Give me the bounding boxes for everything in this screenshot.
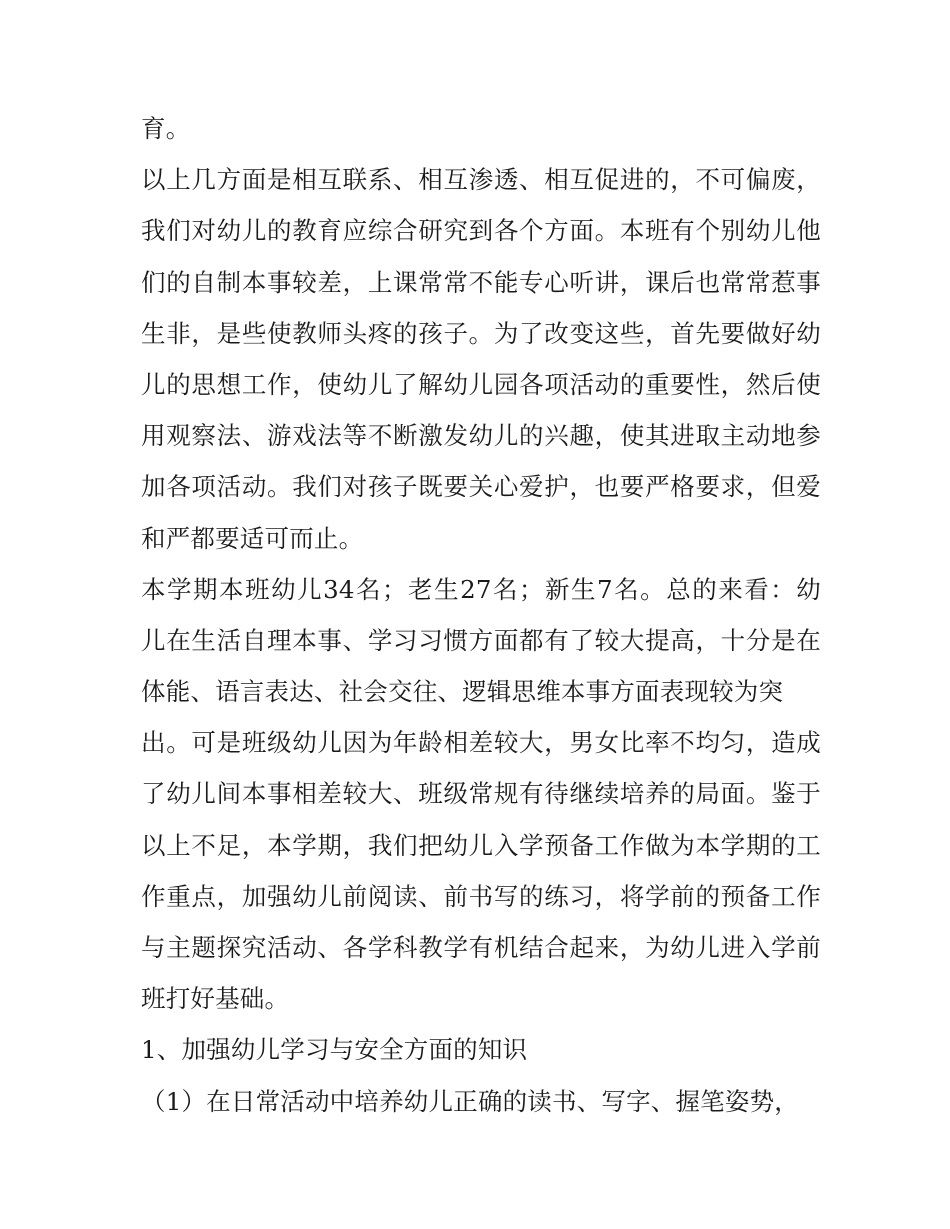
text-line: 我们对幼儿的教育应综合研究到各个方面。本班有个别幼儿他 <box>141 216 821 246</box>
text-line: 们的自制本事较差，上课常常不能专心听讲，课后也常常惹事 <box>141 267 821 297</box>
text-line: 用观察法、游戏法等不断激发幼儿的兴趣，使其进取主动地参 <box>141 421 821 451</box>
body-text <box>141 107 821 1131</box>
text-line: 和严都要适可而止。 <box>141 523 364 553</box>
text-line: 以上不足，本学期，我们把幼儿入学预备工作做为本学期的工 <box>141 830 821 860</box>
text-line: 加各项活动。我们对孩子既要关心爱护，也要严格要求，但爱 <box>141 472 821 502</box>
text-line: 作重点，加强幼儿前阅读、前书写的练习，将学前的预备工作 <box>141 881 821 911</box>
text-line: 出。可是班级幼儿因为年龄相差较大，男女比率不均匀，造成 <box>141 728 821 758</box>
text-line: 儿在生活自理本事、学习习惯方面都有了较大提高，十分是在 <box>141 625 821 655</box>
text-line: 与主题探究活动、各学科教学有机结合起来，为幼儿进入学前 <box>141 933 821 962</box>
text-line: 以上几方面是相互联系、相互渗透、相互促进的，不可偏废， <box>141 165 821 195</box>
text-line: （1）在日常活动中培养幼儿正确的读书、写字、握笔姿势， <box>141 1086 799 1116</box>
text-line: 育。 <box>141 114 191 143</box>
text-line: 儿的思想工作，使幼儿了解幼儿园各项活动的重要性，然后使 <box>141 369 821 399</box>
section-heading: 1、加强幼儿学习与安全方面的知识 <box>141 1035 528 1065</box>
text-line: 本学期本班幼儿34名；老生27名；新生7名。总的来看：幼 <box>141 574 821 604</box>
text-line: 班打好基础。 <box>141 984 290 1014</box>
text-line: 生非，是些使教师头疼的孩子。为了改变这些，首先要做好幼 <box>141 318 821 348</box>
text-line: 了幼儿间本事相差较大、班级常规有待继续培养的局面。鉴于 <box>141 779 821 809</box>
text-line: 体能、语言表达、社会交往、逻辑思维本事方面表现较为突 <box>141 677 784 707</box>
